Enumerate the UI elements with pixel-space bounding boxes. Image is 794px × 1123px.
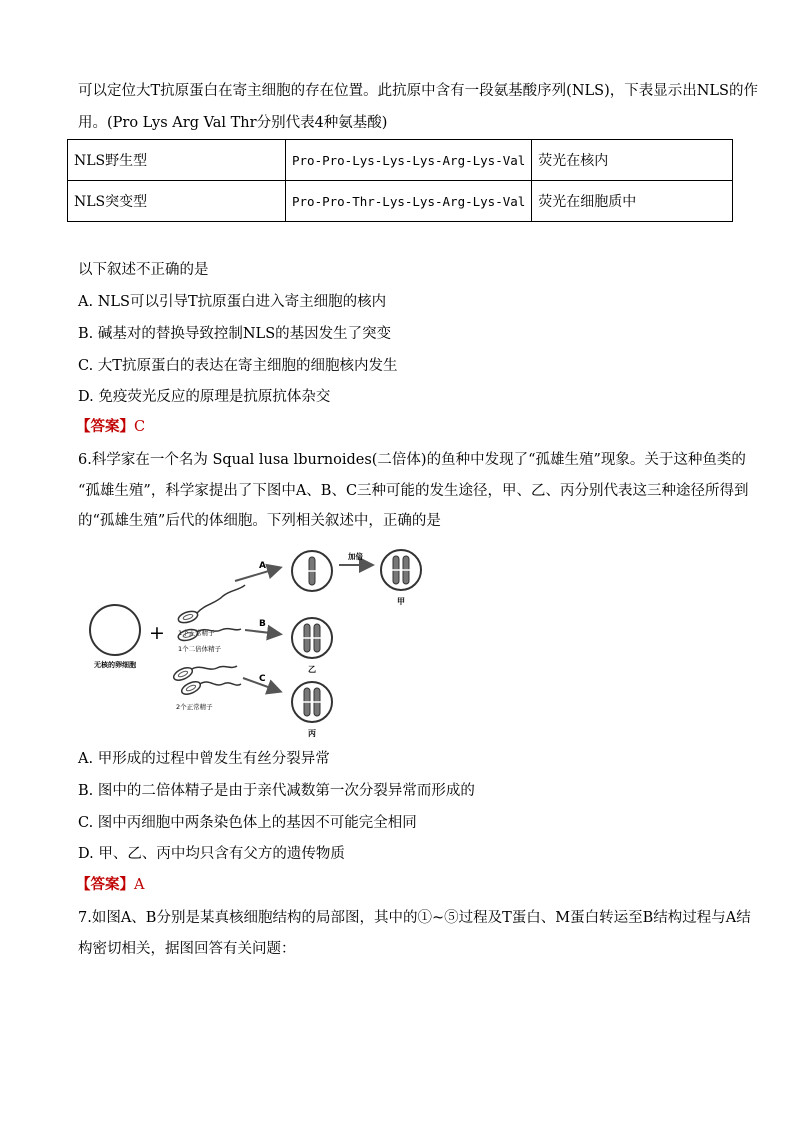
egg-label: 无核的卵细胞	[94, 661, 136, 669]
sperm-c	[172, 665, 241, 697]
answer-value: C	[134, 419, 146, 435]
path-c-label: C	[259, 674, 266, 684]
arrow-b	[245, 630, 279, 634]
answer-label: 【答案】	[76, 876, 134, 893]
cell-jia	[381, 550, 421, 590]
q6-line-1: 6.科学家在一个名为 Squal lusa lburnoides(二倍体)的鱼种中发现了“孤雄生殖”现象。关于这种鱼类的	[78, 452, 746, 468]
sperm-b-label: 1个二倍体精子	[178, 645, 222, 653]
q6-option-b: B. 图中的二倍体精子是由于亲代减数第一次分裂异常而形成的	[78, 783, 475, 799]
nls-type-cell: NLS野生型	[68, 140, 286, 181]
q6-line-3: 的“孤雄生殖”后代的体细胞。下列相关叙述中，正确的是	[78, 513, 441, 529]
q6-option-d: D. 甲、乙、丙中均只含有父方的遗传物质	[78, 846, 345, 862]
nls-table	[67, 139, 733, 222]
nls-result-cell: 荧光在细胞质中	[532, 181, 733, 222]
sperm-c-label: 2个正常精子	[176, 703, 213, 711]
sperm-a-label: 1个正常精子	[178, 629, 215, 637]
path-a-label: A	[259, 561, 266, 571]
q6-option-a: A. 甲形成的过程中曾发生有丝分裂异常	[78, 751, 330, 767]
cell-yi	[292, 618, 332, 658]
sperm-a	[177, 585, 245, 625]
q6-option-c: C. 图中丙细胞中两条染色体上的基因不可能完全相同	[78, 815, 417, 831]
intro-line-1: 可以定位大T抗原蛋白在寄主细胞的存在位置。此抗原中含有一段氨基酸序列(NLS)，下表显示出NLS的作	[78, 83, 758, 99]
cell-yi-label: 乙	[308, 665, 316, 674]
answer-value: A	[134, 877, 145, 893]
q5-option-d: D. 免疫荧光反应的原理是抗原抗体杂交	[78, 389, 331, 405]
q5-answer	[76, 416, 732, 438]
q7-line-1: 7.如图A、B分别是某真核细胞结构的局部图，其中的①~⑤过程及T蛋白、M蛋白转运至B结构过程与A结	[78, 910, 751, 926]
nls-result-cell: 荧光在核内	[532, 140, 733, 181]
q5-stem: 以下叙述不正确的是	[78, 262, 209, 278]
intro-line-2: 用。(Pro Lys Arg Val Thr分别代表4种氨基酸)	[78, 115, 388, 131]
q5-option-b: B. 碱基对的替换导致控制NLS的基因发生了突变	[78, 326, 392, 342]
parthenogenesis-figure	[75, 538, 435, 743]
nls-type-cell: NLS突变型	[68, 181, 286, 222]
q6-answer	[76, 874, 732, 896]
answer-label: 【答案】	[76, 418, 134, 435]
cell-bing	[292, 682, 332, 722]
q6-line-2: “孤雄生殖”，科学家提出了下图中A、B、C三种可能的发生途径，甲、乙、丙分别代表这三种途径所得到	[78, 483, 749, 499]
cell-bing-label: 丙	[308, 729, 316, 738]
path-b-label: B	[259, 619, 266, 629]
nls-sequence-cell: Pro-Pro-Thr-Lys-Lys-Arg-Lys-Val	[286, 181, 532, 222]
q5-option-c: C. 大T抗原蛋白的表达在寄主细胞的细胞核内发生	[78, 358, 398, 374]
table-row	[68, 181, 733, 222]
q7-line-2: 构密切相关，据图回答有关问题：	[78, 941, 296, 957]
plus-sign: +	[149, 622, 165, 644]
arrow-a	[235, 568, 279, 581]
table-row	[68, 140, 733, 181]
cell-a	[292, 551, 332, 591]
egg-cell	[90, 605, 140, 655]
nls-sequence-cell: Pro-Pro-Lys-Lys-Lys-Arg-Lys-Val	[286, 140, 532, 181]
cell-jia-label: 甲	[397, 597, 405, 606]
q5-option-a: A. NLS可以引导T抗原蛋白进入寄主细胞的核内	[78, 294, 387, 310]
doubling-label: 加倍	[348, 552, 363, 561]
